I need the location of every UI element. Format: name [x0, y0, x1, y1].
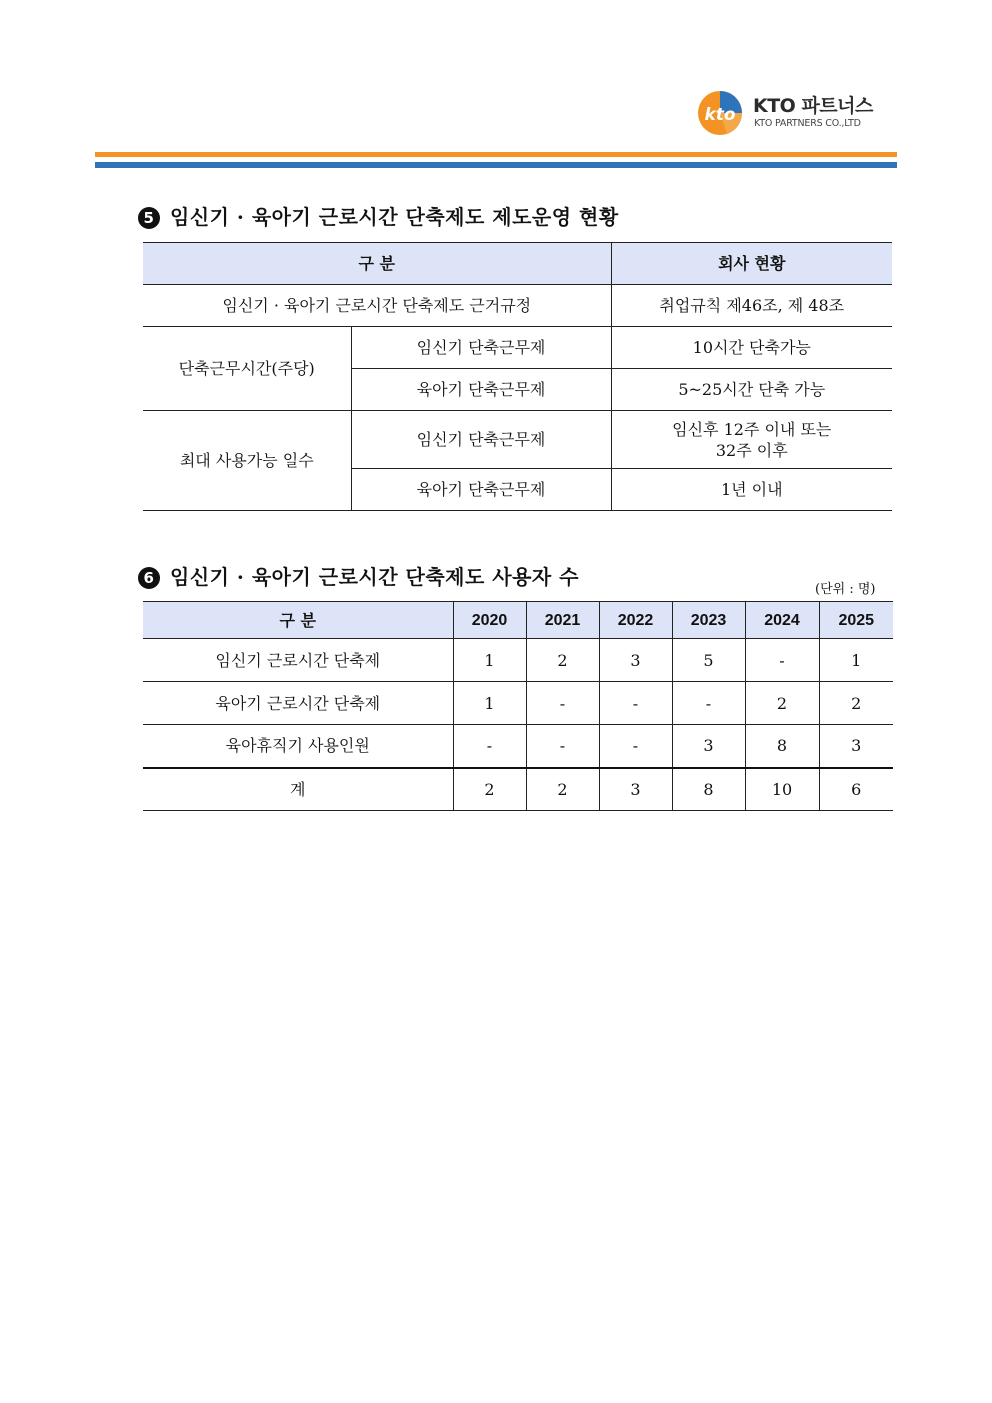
t2-total-2023: 8 [672, 768, 745, 811]
t1-group1-row2-sub: 육아기 단축근무제 [351, 369, 611, 411]
logo-company-name: KTO 파트너스 [753, 95, 873, 117]
t1-group2-row2-value: 1년 이내 [611, 469, 892, 511]
t1-header-status: 회사 현황 [611, 243, 892, 285]
svg-text:kto: kto [704, 105, 736, 125]
table-row [143, 682, 893, 725]
t2-row2-2020: 1 [453, 682, 526, 725]
t2-year-2024: 2024 [745, 602, 819, 639]
t2-year-2021: 2021 [526, 602, 599, 639]
t2-total-2021: 2 [526, 768, 599, 811]
t2-total-2022: 3 [599, 768, 672, 811]
t2-total-2025: 6 [819, 768, 893, 811]
header-rule-orange [95, 152, 897, 157]
t2-row2-2022: - [599, 682, 672, 725]
t2-row1-label: 임신기 근로시간 단축제 [143, 639, 453, 682]
section6-unit-note: (단위 : 명) [815, 582, 876, 597]
t2-total-row [143, 768, 893, 811]
header-rule-blue [95, 162, 897, 168]
section6-number-badge: 6 [138, 567, 160, 589]
section6-title: 임신기 · 육아기 근로시간 단축제도 사용자 수 [170, 565, 579, 589]
t2-row3-2025: 3 [819, 725, 893, 768]
t2-header-row [143, 602, 893, 639]
t1-group2-row2-sub: 육아기 단축근무제 [351, 469, 611, 511]
t2-row3-2021: - [526, 725, 599, 768]
t2-row2-2023: - [672, 682, 745, 725]
t1-group2-row1-sub: 임신기 단축근무제 [351, 411, 611, 469]
t1-group2-row1-value-line2: 32주 이후 [715, 440, 788, 460]
t1-header-category: 구 분 [143, 243, 611, 285]
t2-header-label: 구 분 [143, 602, 453, 639]
section6-heading [138, 561, 579, 590]
t1-row1-value: 취업규칙 제46조, 제 48조 [611, 285, 892, 327]
t1-group1-label: 단축근무시간(주당) [143, 327, 351, 411]
t2-row1-2025: 1 [819, 639, 893, 682]
t2-row3-label: 육아휴직기 사용인원 [143, 725, 453, 768]
t2-year-2022: 2022 [599, 602, 672, 639]
section5-title: 임신기 · 육아기 근로시간 단축제도 제도운영 현황 [170, 205, 619, 229]
t2-total-2024: 10 [745, 768, 819, 811]
t1-group2-label: 최대 사용가능 일수 [143, 411, 351, 511]
t1-group2-row1-value-line1: 임신후 12주 이내 또는 [672, 419, 832, 439]
section5-number-badge: 5 [138, 207, 160, 229]
table-row [143, 639, 893, 682]
section6-table [143, 601, 893, 811]
t2-row1-2023: 5 [672, 639, 745, 682]
kto-logo-icon [697, 90, 743, 136]
t2-row3-2020: - [453, 725, 526, 768]
t2-year-2023: 2023 [672, 602, 745, 639]
t1-group2-row1-value [611, 411, 892, 469]
t2-row2-2025: 2 [819, 682, 893, 725]
t2-row1-2022: 3 [599, 639, 672, 682]
t2-row1-2020: 1 [453, 639, 526, 682]
t2-row1-2021: 2 [526, 639, 599, 682]
section5-heading [138, 201, 619, 230]
t2-year-2020: 2020 [453, 602, 526, 639]
t2-row3-2022: - [599, 725, 672, 768]
logo-company-english-name: KTO PARTNERS CO.,LTD [754, 118, 861, 129]
t2-total-label: 계 [143, 768, 453, 811]
table-row [143, 725, 893, 768]
company-logo [697, 87, 887, 137]
t2-row1-2024: - [745, 639, 819, 682]
t1-group1-row1-value: 10시간 단축가능 [611, 327, 892, 369]
t2-row2-2021: - [526, 682, 599, 725]
t2-total-2020: 2 [453, 768, 526, 811]
t1-row1-label: 임신기 · 육아기 근로시간 단축제도 근거규정 [143, 285, 611, 327]
section5-table [143, 242, 892, 511]
t2-row2-label: 육아기 근로시간 단축제 [143, 682, 453, 725]
t2-row3-2023: 3 [672, 725, 745, 768]
t1-group1-row1-sub: 임신기 단축근무제 [351, 327, 611, 369]
t2-row2-2024: 2 [745, 682, 819, 725]
t1-group1-row2-value: 5~25시간 단축 가능 [611, 369, 892, 411]
t2-row3-2024: 8 [745, 725, 819, 768]
t2-year-2025: 2025 [819, 602, 893, 639]
